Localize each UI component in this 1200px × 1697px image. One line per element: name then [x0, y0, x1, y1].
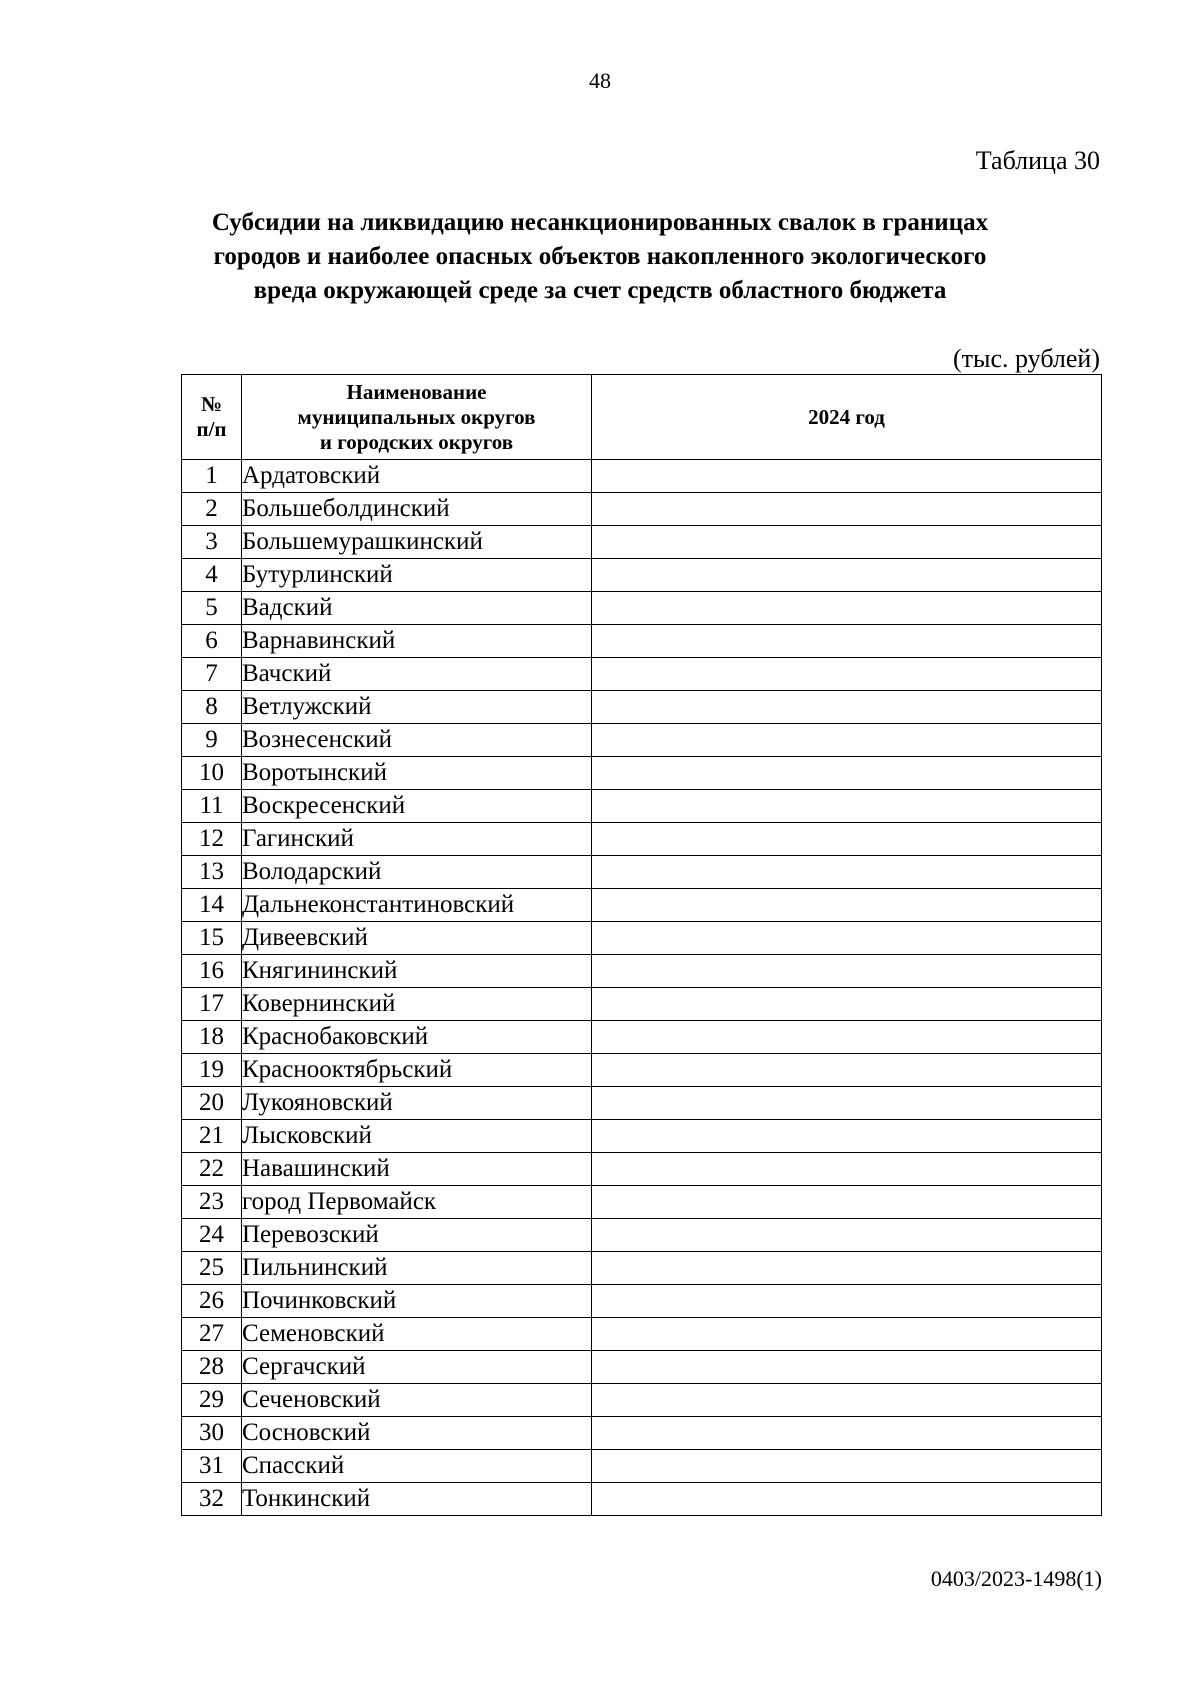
- year-value: [592, 1351, 1102, 1384]
- municipality-name: Семеновский: [242, 1318, 592, 1351]
- municipality-name: Варнавинский: [242, 625, 592, 658]
- row-number: 30: [182, 1417, 242, 1450]
- row-number: 11: [182, 790, 242, 823]
- table-row: [182, 1219, 1102, 1252]
- table-row: [182, 559, 1102, 592]
- municipality-name: Ардатовский: [242, 460, 592, 493]
- table-row: [182, 1450, 1102, 1483]
- municipality-name: Большемурашкинский: [242, 526, 592, 559]
- table-caption: Таблица 30: [975, 146, 1100, 175]
- municipality-name: Тонкинский: [242, 1483, 592, 1516]
- table-row: [182, 1351, 1102, 1384]
- municipality-name: Краснооктябрьский: [242, 1054, 592, 1087]
- table-row: [182, 823, 1102, 856]
- year-value: [592, 1384, 1102, 1417]
- year-value: [592, 1285, 1102, 1318]
- year-value: [592, 1483, 1102, 1516]
- year-value: [592, 658, 1102, 691]
- municipality-name: Ковернинский: [242, 988, 592, 1021]
- row-number: 6: [182, 625, 242, 658]
- row-number: 10: [182, 757, 242, 790]
- table-row: [182, 724, 1102, 757]
- row-number: 29: [182, 1384, 242, 1417]
- year-value: [592, 592, 1102, 625]
- table-row: [182, 922, 1102, 955]
- municipality-name: Перевозский: [242, 1219, 592, 1252]
- municipality-name: Спасский: [242, 1450, 592, 1483]
- year-value: [592, 1120, 1102, 1153]
- municipality-name: Вадский: [242, 592, 592, 625]
- municipality-name: Княгининский: [242, 955, 592, 988]
- header-number-line: №: [200, 392, 223, 416]
- year-value: [592, 493, 1102, 526]
- header-name-line: муниципальных округов: [297, 404, 536, 429]
- year-value: [592, 1417, 1102, 1450]
- row-number: 19: [182, 1054, 242, 1087]
- header-name-line: и городских округов: [319, 429, 514, 454]
- header-number-line: п/п: [196, 417, 227, 441]
- municipality-name: Краснобаковский: [242, 1021, 592, 1054]
- year-value: [592, 922, 1102, 955]
- title-line: вреда окружающей среде за счет средств областного бюджета: [253, 277, 947, 304]
- table-row: [182, 1483, 1102, 1516]
- municipality-name: Вачский: [242, 658, 592, 691]
- table-row: [182, 1285, 1102, 1318]
- row-number: 23: [182, 1186, 242, 1219]
- table-row: [182, 691, 1102, 724]
- table-row: [182, 460, 1102, 493]
- municipality-name: Пильнинский: [242, 1252, 592, 1285]
- header-number: [182, 375, 242, 460]
- year-value: [592, 955, 1102, 988]
- table-row: [182, 526, 1102, 559]
- row-number: 28: [182, 1351, 242, 1384]
- row-number: 16: [182, 955, 242, 988]
- municipality-name: Ветлужский: [242, 691, 592, 724]
- header-name: [242, 375, 592, 460]
- year-value: [592, 724, 1102, 757]
- table-row: [182, 1417, 1102, 1450]
- table-row: [182, 592, 1102, 625]
- municipality-name: Вознесенский: [242, 724, 592, 757]
- year-value: [592, 1318, 1102, 1351]
- table-row: [182, 955, 1102, 988]
- table-row: [182, 856, 1102, 889]
- municipality-name: Дивеевский: [242, 922, 592, 955]
- table-row: [182, 1318, 1102, 1351]
- municipality-name: Сосновский: [242, 1417, 592, 1450]
- row-number: 12: [182, 823, 242, 856]
- table-row: [182, 757, 1102, 790]
- year-value: [592, 889, 1102, 922]
- table-row: [182, 493, 1102, 526]
- header-name-line: Наименование: [346, 379, 487, 404]
- row-number: 21: [182, 1120, 242, 1153]
- municipality-name: Навашинский: [242, 1153, 592, 1186]
- municipality-name: Гагинский: [242, 823, 592, 856]
- row-number: 27: [182, 1318, 242, 1351]
- table-row: [182, 658, 1102, 691]
- table-row: [182, 1384, 1102, 1417]
- year-value: [592, 757, 1102, 790]
- municipality-name: Воскресенский: [242, 790, 592, 823]
- row-number: 4: [182, 559, 242, 592]
- row-number: 9: [182, 724, 242, 757]
- municipality-name: Сергачский: [242, 1351, 592, 1384]
- year-value: [592, 526, 1102, 559]
- year-value: [592, 988, 1102, 1021]
- municipality-name: Володарский: [242, 856, 592, 889]
- year-value: [592, 823, 1102, 856]
- municipality-name: Лукояновский: [242, 1087, 592, 1120]
- table-row: [182, 1252, 1102, 1285]
- municipality-name: Воротынский: [242, 757, 592, 790]
- page-number: 48: [589, 68, 611, 93]
- year-value: [592, 1021, 1102, 1054]
- document-code: 0403/2023-1498(1): [930, 1566, 1102, 1591]
- year-value: [592, 856, 1102, 889]
- row-number: 22: [182, 1153, 242, 1186]
- row-number: 32: [182, 1483, 242, 1516]
- municipality-name: Лысковский: [242, 1120, 592, 1153]
- row-number: 14: [182, 889, 242, 922]
- units-label: (тыс. рублей): [952, 344, 1100, 373]
- municipality-name: город Первомайск: [242, 1186, 592, 1219]
- municipality-name: Бутурлинский: [242, 559, 592, 592]
- year-value: [592, 1186, 1102, 1219]
- row-number: 2: [182, 493, 242, 526]
- year-value: [592, 1450, 1102, 1483]
- year-value: [592, 1219, 1102, 1252]
- municipality-name: Дальнеконстантиновский: [242, 889, 592, 922]
- table-row: [182, 1021, 1102, 1054]
- municipality-name: Починковский: [242, 1285, 592, 1318]
- row-number: 7: [182, 658, 242, 691]
- table-header-row: [182, 375, 1102, 460]
- year-value: [592, 1054, 1102, 1087]
- table-body: [182, 460, 1102, 1516]
- row-number: 3: [182, 526, 242, 559]
- table-row: [182, 625, 1102, 658]
- row-number: 18: [182, 1021, 242, 1054]
- row-number: 5: [182, 592, 242, 625]
- year-value: [592, 625, 1102, 658]
- year-value: [592, 691, 1102, 724]
- table-row: [182, 1087, 1102, 1120]
- title-line: Субсидии на ликвидацию несанкционированных свалок в границах: [211, 209, 989, 236]
- table-row: [182, 1153, 1102, 1186]
- year-value: [592, 460, 1102, 493]
- row-number: 31: [182, 1450, 242, 1483]
- row-number: 17: [182, 988, 242, 1021]
- year-value: [592, 1153, 1102, 1186]
- row-number: 26: [182, 1285, 242, 1318]
- document-title: [120, 206, 1080, 308]
- header-year: 2024 год: [592, 375, 1102, 460]
- year-value: [592, 1252, 1102, 1285]
- row-number: 8: [182, 691, 242, 724]
- row-number: 13: [182, 856, 242, 889]
- year-value: [592, 790, 1102, 823]
- row-number: 24: [182, 1219, 242, 1252]
- year-value: [592, 559, 1102, 592]
- title-line: городов и наиболее опасных объектов накопленного экологического: [213, 243, 987, 270]
- table-row: [182, 889, 1102, 922]
- row-number: 1: [182, 460, 242, 493]
- municipality-name: Сеченовский: [242, 1384, 592, 1417]
- subsidy-table: [181, 374, 1102, 1516]
- municipality-name: Большеболдинский: [242, 493, 592, 526]
- table-row: [182, 1120, 1102, 1153]
- year-value: [592, 1087, 1102, 1120]
- row-number: 15: [182, 922, 242, 955]
- table-row: [182, 988, 1102, 1021]
- row-number: 25: [182, 1252, 242, 1285]
- row-number: 20: [182, 1087, 242, 1120]
- table-row: [182, 1186, 1102, 1219]
- table-row: [182, 1054, 1102, 1087]
- table-row: [182, 790, 1102, 823]
